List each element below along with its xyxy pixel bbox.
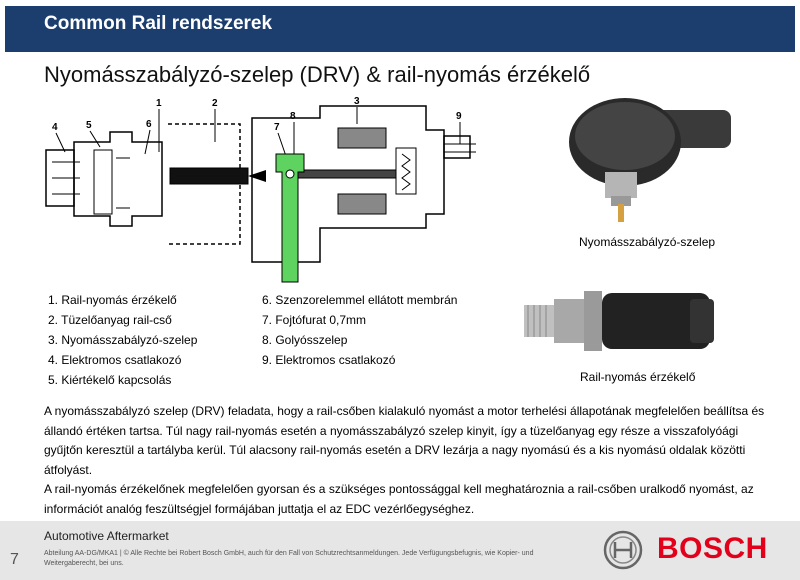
callout-6: 6 — [146, 119, 152, 130]
legend-item: 8. Golyósszelep — [262, 333, 348, 347]
body-paragraph-2: A rail-nyomás érzékelőnek megfelelően gyorsan és a szükséges pontossággal kell meghatároznia a rail-csőben uralkodő nyomást, az információt analóg feszültségjel formájában juttatja el az EDC vezérlőegységhez. — [44, 482, 754, 516]
sensor-caption: Rail-nyomás érzékelő — [580, 370, 696, 384]
legend-item: 4. Elektromos csatlakozó — [48, 353, 182, 367]
legend-item: 6. Szenzorelemmel ellátott membrán — [262, 293, 458, 307]
callout-4: 4 — [52, 122, 58, 133]
legend-item: 3. Nyomásszabályzó-szelep — [48, 333, 198, 347]
body-paragraph-1: A nyomásszabályzó szelep (DRV) feladata, hogy a rail-csőben kialakuló nyomást a motor terhelési állapotának megfelelően beállítsa és állandó értéken tartsa. Túl nagy rail-nyomás esetén a nyomásszabályzó szelep kinyit, így a tüzelőanyag egy része a visszafolyóági gyűjtőn keresztül a tartályba kerül. Túl alacsony rail-nyomás esetén a DRV lezárja a nagy nyomású és a kis nyomású oldalak közötti átfolyást. — [44, 404, 765, 477]
drv-caption: Nyomásszabályzó-szelep — [579, 235, 716, 249]
bosch-logo-text: BOSCH — [657, 532, 768, 565]
legend-item: 5. Kiértékelő kapcsolás — [48, 373, 172, 387]
legend-item: 1. Rail-nyomás érzékelő — [48, 293, 177, 307]
ball-valve — [286, 170, 294, 178]
legend-right — [262, 292, 457, 372]
bosch-logo-icon — [603, 530, 643, 570]
callout-3: 3 — [354, 96, 360, 107]
legend-item: 9. Elektromos csatlakozó — [262, 353, 396, 367]
footer-fine-print: Abteilung AA-DG/MKA1 | © Alle Rechte bei Robert Bosch GmbH, auch für den Fall von Schutzrechtsanmeldungen. Jede Verfügungsbefugnis, wie Kopier- und Weitergaberecht, bei uns. — [44, 550, 534, 567]
legend-left — [48, 292, 197, 392]
legend-item: 7. Fojtófurat 0,7mm — [262, 313, 367, 327]
footer-brand: Automotive Aftermarket — [44, 529, 169, 543]
callout-9: 9 — [456, 111, 462, 122]
callout-5: 5 — [86, 120, 92, 131]
footer — [0, 521, 800, 580]
callout-8: 8 — [290, 111, 296, 122]
header-title: Common Rail rendszerek — [44, 13, 273, 34]
flow-arrow — [248, 170, 266, 182]
callout-1: 1 — [156, 98, 162, 109]
sensor-photo — [520, 277, 720, 365]
slide-title: Nyomásszabályzó-szelep (DRV) & rail-nyomás érzékelő — [44, 62, 591, 87]
body-text — [44, 402, 774, 520]
page-number: 7 — [10, 551, 19, 568]
cross-section-diagram — [40, 92, 480, 287]
drv-photo — [555, 92, 735, 227]
legend-item: 2. Tüzelőanyag rail-cső — [48, 313, 172, 327]
callout-2: 2 — [212, 98, 218, 109]
callout-7: 7 — [274, 122, 280, 133]
